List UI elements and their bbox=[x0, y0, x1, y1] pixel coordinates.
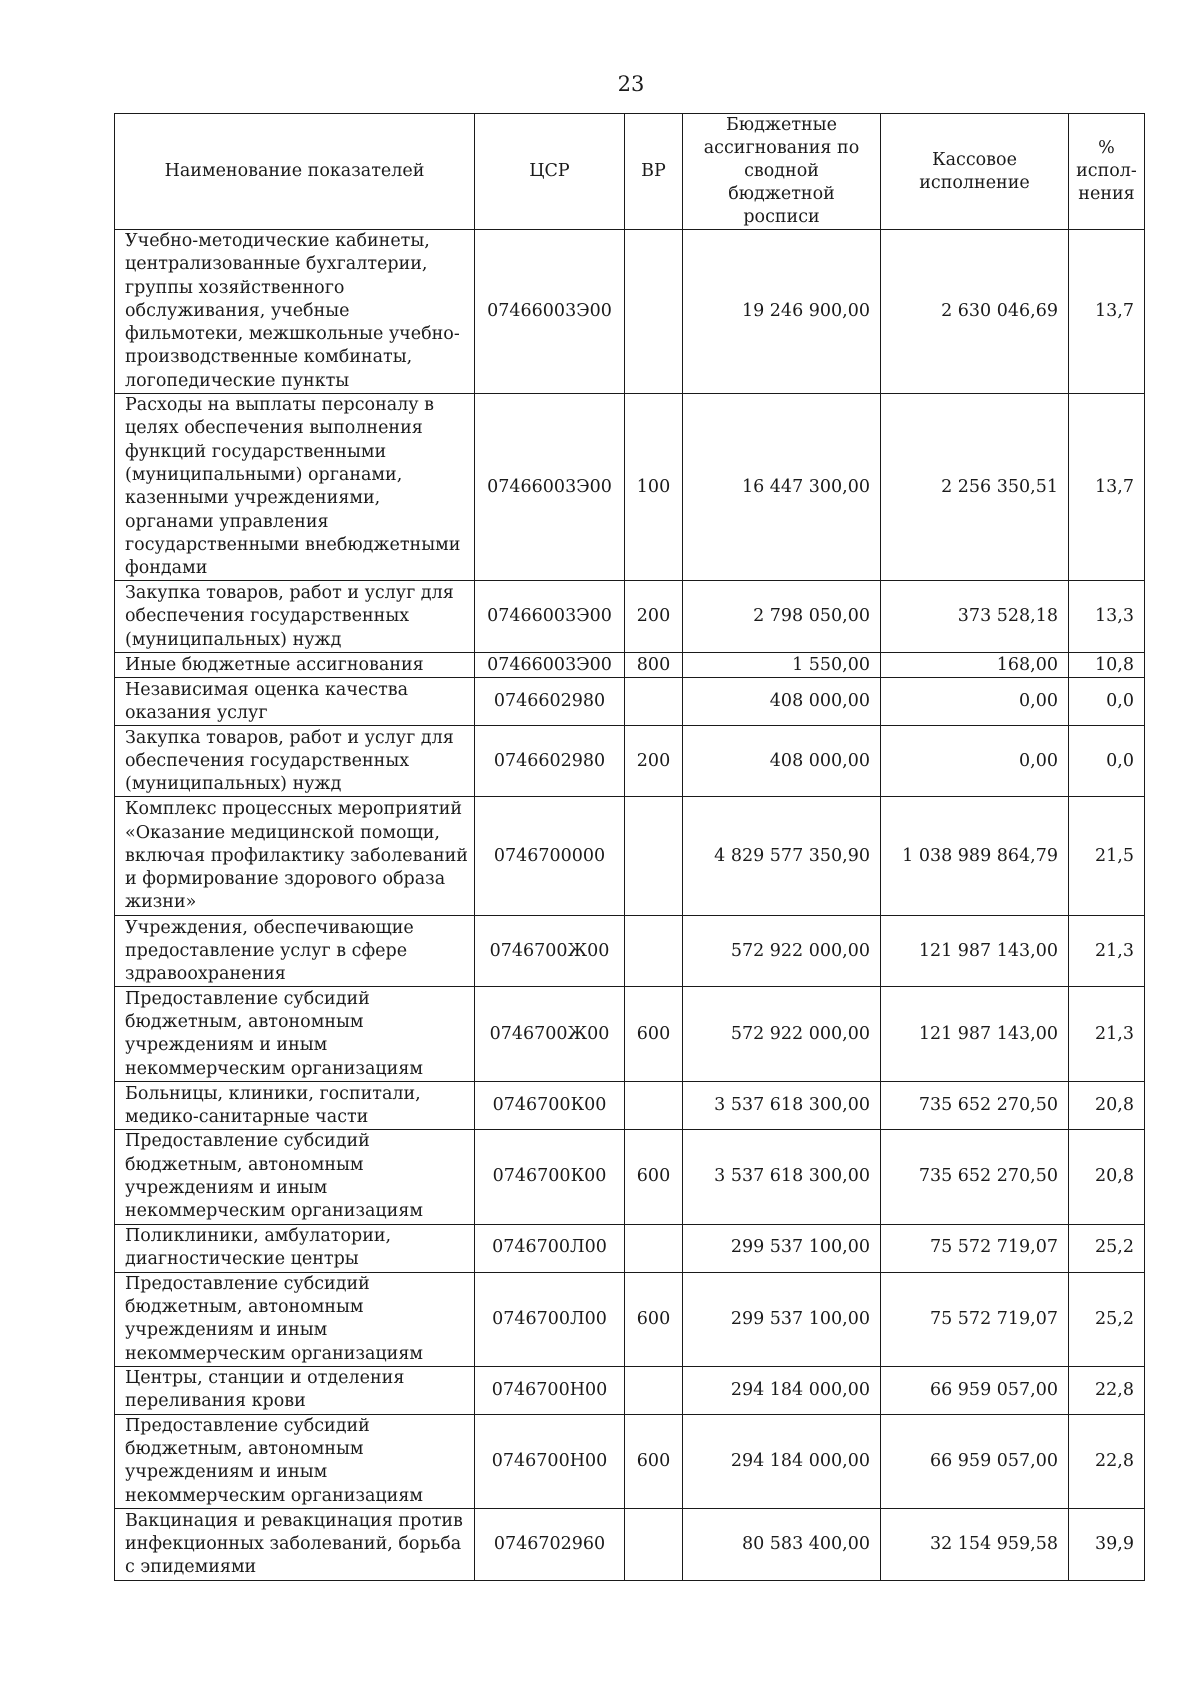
row-cash: 75 572 719,07 bbox=[881, 1272, 1069, 1366]
row-cash: 75 572 719,07 bbox=[881, 1224, 1069, 1272]
row-cash: 2 256 350,51 bbox=[881, 394, 1069, 581]
row-vr bbox=[625, 1224, 683, 1272]
row-cash: 735 652 270,50 bbox=[881, 1130, 1069, 1224]
row-budget: 2 798 050,00 bbox=[683, 581, 881, 653]
table-row bbox=[115, 394, 1145, 581]
row-csr: 0746602980 bbox=[475, 726, 625, 797]
table-row bbox=[115, 1414, 1145, 1508]
row-budget: 80 583 400,00 bbox=[683, 1509, 881, 1581]
row-vr: 800 bbox=[625, 653, 683, 678]
row-csr: 0746700Ж00 bbox=[475, 987, 625, 1082]
row-vr: 600 bbox=[625, 1414, 683, 1508]
table-row bbox=[115, 230, 1145, 394]
row-name: Учебно-методические кабинеты, централизованные бухгалтерии, группы хозяйственного обслуживания, учебные фильмотеки, межшкольные учебно-производственные комбинаты, логопедические пункты bbox=[115, 230, 475, 394]
row-name: Закупка товаров, работ и услуг для обеспечения государственных (муниципальных) нужд bbox=[115, 581, 475, 653]
row-name: Больницы, клиники, госпитали, медико-санитарные части bbox=[115, 1082, 475, 1130]
row-name: Предоставление субсидий бюджетным, автономным учреждениям и иным некоммерческим организациям bbox=[115, 1130, 475, 1224]
row-csr: 0746700000 bbox=[475, 797, 625, 916]
row-name: Закупка товаров, работ и услуг для обеспечения государственных (муниципальных) нужд bbox=[115, 726, 475, 797]
row-vr bbox=[625, 797, 683, 916]
page-number: 23 bbox=[617, 72, 645, 96]
header-percent-execution: % испол-нения bbox=[1069, 114, 1145, 230]
row-csr: 0746700Л00 bbox=[475, 1224, 625, 1272]
row-csr: 0746700Н00 bbox=[475, 1366, 625, 1414]
row-cash: 168,00 bbox=[881, 653, 1069, 678]
header-csr: ЦСР bbox=[475, 114, 625, 230]
row-csr: 07466003Э00 bbox=[475, 230, 625, 394]
row-csr: 07466003Э00 bbox=[475, 653, 625, 678]
row-percent: 25,2 bbox=[1069, 1224, 1145, 1272]
row-cash: 0,00 bbox=[881, 726, 1069, 797]
row-percent: 22,8 bbox=[1069, 1414, 1145, 1508]
row-vr: 600 bbox=[625, 1130, 683, 1224]
row-csr: 07466003Э00 bbox=[475, 581, 625, 653]
row-percent: 21,3 bbox=[1069, 987, 1145, 1082]
header-budget-allocations: Бюджетные ассигнования по сводной бюджетной росписи bbox=[683, 114, 881, 230]
row-cash: 66 959 057,00 bbox=[881, 1366, 1069, 1414]
row-name: Иные бюджетные ассигнования bbox=[115, 653, 475, 678]
header-indicator-name: Наименование показателей bbox=[115, 114, 475, 230]
row-csr: 07466003Э00 bbox=[475, 394, 625, 581]
row-name: Центры, станции и отделения переливания крови bbox=[115, 1366, 475, 1414]
row-percent: 10,8 bbox=[1069, 653, 1145, 678]
table-row bbox=[115, 1366, 1145, 1414]
row-percent: 20,8 bbox=[1069, 1130, 1145, 1224]
row-vr: 600 bbox=[625, 1272, 683, 1366]
row-name: Вакцинация и ревакцинация против инфекционных заболеваний, борьба с эпидемиями bbox=[115, 1509, 475, 1581]
row-budget: 3 537 618 300,00 bbox=[683, 1130, 881, 1224]
row-budget: 408 000,00 bbox=[683, 678, 881, 726]
table-row bbox=[115, 987, 1145, 1082]
table-row bbox=[115, 1272, 1145, 1366]
row-cash: 735 652 270,50 bbox=[881, 1082, 1069, 1130]
row-budget: 572 922 000,00 bbox=[683, 916, 881, 987]
table-row bbox=[115, 1224, 1145, 1272]
row-csr: 0746700К00 bbox=[475, 1082, 625, 1130]
table-row bbox=[115, 726, 1145, 797]
row-cash: 121 987 143,00 bbox=[881, 916, 1069, 987]
row-name: Расходы на выплаты персоналу в целях обеспечения выполнения функций государственными (муниципальными) органами, казенными учреждениями, органами управления государственными внебюджетными фондами bbox=[115, 394, 475, 581]
row-budget: 3 537 618 300,00 bbox=[683, 1082, 881, 1130]
row-percent: 20,8 bbox=[1069, 1082, 1145, 1130]
row-csr: 0746700Л00 bbox=[475, 1272, 625, 1366]
row-csr: 0746700Ж00 bbox=[475, 916, 625, 987]
row-percent: 22,8 bbox=[1069, 1366, 1145, 1414]
row-vr bbox=[625, 1082, 683, 1130]
row-budget: 572 922 000,00 bbox=[683, 987, 881, 1082]
row-budget: 19 246 900,00 bbox=[683, 230, 881, 394]
row-cash: 2 630 046,69 bbox=[881, 230, 1069, 394]
table-row bbox=[115, 1082, 1145, 1130]
row-budget: 408 000,00 bbox=[683, 726, 881, 797]
table-row bbox=[115, 581, 1145, 653]
row-budget: 4 829 577 350,90 bbox=[683, 797, 881, 916]
row-vr bbox=[625, 1509, 683, 1581]
row-budget: 16 447 300,00 bbox=[683, 394, 881, 581]
row-name: Предоставление субсидий бюджетным, автономным учреждениям и иным некоммерческим организациям bbox=[115, 1272, 475, 1366]
table-row bbox=[115, 1509, 1145, 1581]
row-csr: 0746700Н00 bbox=[475, 1414, 625, 1508]
header-vr: ВР bbox=[625, 114, 683, 230]
row-vr bbox=[625, 230, 683, 394]
row-percent: 13,3 bbox=[1069, 581, 1145, 653]
row-vr bbox=[625, 1366, 683, 1414]
header-cash-execution: Кассовое исполнение bbox=[881, 114, 1069, 230]
row-csr: 0746602980 bbox=[475, 678, 625, 726]
row-budget: 299 537 100,00 bbox=[683, 1272, 881, 1366]
row-cash: 373 528,18 bbox=[881, 581, 1069, 653]
row-budget: 299 537 100,00 bbox=[683, 1224, 881, 1272]
row-name: Комплекс процессных мероприятий «Оказание медицинской помощи, включая профилактику заболеваний и формирование здорового образа жизни» bbox=[115, 797, 475, 916]
row-cash: 32 154 959,58 bbox=[881, 1509, 1069, 1581]
row-cash: 121 987 143,00 bbox=[881, 987, 1069, 1082]
row-percent: 21,3 bbox=[1069, 916, 1145, 987]
row-vr: 100 bbox=[625, 394, 683, 581]
row-percent: 39,9 bbox=[1069, 1509, 1145, 1581]
row-name: Учреждения, обеспечивающие предоставление услуг в сфере здравоохранения bbox=[115, 916, 475, 987]
row-percent: 0,0 bbox=[1069, 726, 1145, 797]
table-row bbox=[115, 678, 1145, 726]
row-name: Предоставление субсидий бюджетным, автономным учреждениям и иным некоммерческим организациям bbox=[115, 987, 475, 1082]
row-csr: 0746700К00 bbox=[475, 1130, 625, 1224]
row-budget: 294 184 000,00 bbox=[683, 1366, 881, 1414]
row-csr: 0746702960 bbox=[475, 1509, 625, 1581]
row-vr: 200 bbox=[625, 581, 683, 653]
row-cash: 1 038 989 864,79 bbox=[881, 797, 1069, 916]
row-percent: 13,7 bbox=[1069, 394, 1145, 581]
budget-execution-table bbox=[114, 113, 1145, 1581]
row-vr: 600 bbox=[625, 987, 683, 1082]
table-row bbox=[115, 653, 1145, 678]
row-budget: 294 184 000,00 bbox=[683, 1414, 881, 1508]
row-name: Предоставление субсидий бюджетным, автономным учреждениям и иным некоммерческим организациям bbox=[115, 1414, 475, 1508]
row-vr bbox=[625, 916, 683, 987]
table-row bbox=[115, 797, 1145, 916]
row-percent: 13,7 bbox=[1069, 230, 1145, 394]
table-row bbox=[115, 1130, 1145, 1224]
row-vr bbox=[625, 678, 683, 726]
row-percent: 0,0 bbox=[1069, 678, 1145, 726]
row-vr: 200 bbox=[625, 726, 683, 797]
row-name: Поликлиники, амбулатории, диагностические центры bbox=[115, 1224, 475, 1272]
row-budget: 1 550,00 bbox=[683, 653, 881, 678]
row-cash: 0,00 bbox=[881, 678, 1069, 726]
row-name: Независимая оценка качества оказания услуг bbox=[115, 678, 475, 726]
table-row bbox=[115, 916, 1145, 987]
table-header-row bbox=[115, 114, 1145, 230]
row-percent: 25,2 bbox=[1069, 1272, 1145, 1366]
row-cash: 66 959 057,00 bbox=[881, 1414, 1069, 1508]
row-percent: 21,5 bbox=[1069, 797, 1145, 916]
